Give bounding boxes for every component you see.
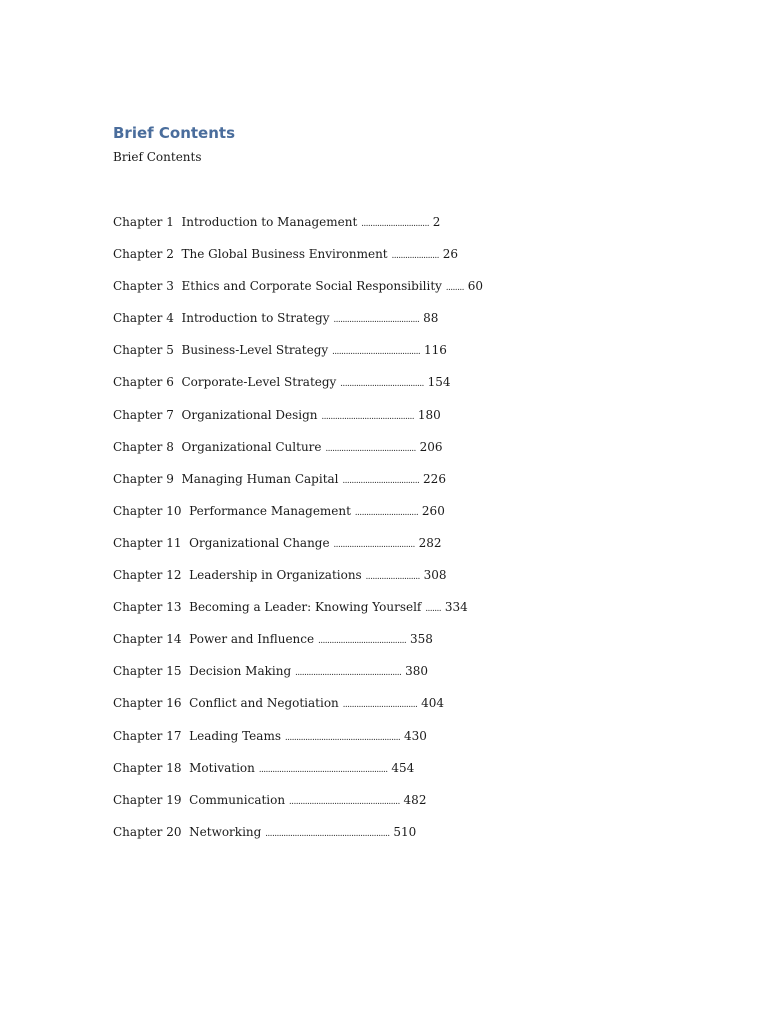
chapter-label: Chapter 20 <box>113 824 182 839</box>
chapter-label: Chapter 4 <box>113 311 174 326</box>
dot-leader: ........................ <box>365 572 420 583</box>
chapter-page: 334 <box>444 600 468 615</box>
chapter-label: Chapter 5 <box>113 343 174 358</box>
toc-entry[interactable] <box>113 406 483 438</box>
chapter-title: Organizational Culture <box>181 439 322 454</box>
chapter-label: Chapter 16 <box>113 696 182 711</box>
chapter-page: 510 <box>393 824 417 839</box>
chapter-label: Chapter 14 <box>113 632 182 647</box>
chapter-title: Decision Making <box>189 664 292 679</box>
toc-entry[interactable] <box>113 727 483 759</box>
chapter-label: Chapter 3 <box>113 279 174 294</box>
toc-entry[interactable] <box>113 630 483 662</box>
chapter-label: Chapter 19 <box>113 792 182 807</box>
dot-leader: ...................................... <box>333 315 420 326</box>
dot-leader: .................................... <box>333 539 415 550</box>
chapter-title: Communication <box>189 792 286 807</box>
chapter-label: Chapter 8 <box>113 439 174 454</box>
toc-entry[interactable] <box>113 566 483 598</box>
dot-leader: ............................................... <box>294 668 402 679</box>
dot-leader: ......................................... <box>321 411 415 422</box>
chapter-label: Chapter 18 <box>113 760 182 775</box>
toc-entry[interactable] <box>113 438 483 470</box>
chapter-label: Chapter 17 <box>113 728 182 743</box>
chapter-page: 2 <box>432 215 441 229</box>
toc-entry[interactable] <box>113 598 483 630</box>
chapter-label: Chapter 9 <box>113 471 174 486</box>
chapter-label: Chapter 1 <box>113 215 174 229</box>
chapter-title: Organizational Design <box>181 407 318 422</box>
dot-leader: ........................................ <box>325 443 416 454</box>
chapter-label: Chapter 6 <box>113 375 174 390</box>
dot-leader: ................................................. <box>288 796 400 807</box>
chapter-page: 380 <box>405 664 428 679</box>
toc-entry[interactable] <box>113 502 483 534</box>
dot-leader: ....................................... <box>332 347 421 358</box>
dot-leader: ....................................................... <box>265 828 390 839</box>
chapter-page: 226 <box>423 471 446 486</box>
chapter-page: 116 <box>424 343 447 358</box>
chapter-title: Ethics and Corporate Social Responsibility <box>181 279 442 294</box>
chapter-title: Managing Human Capital <box>181 471 339 486</box>
toc-entry[interactable] <box>113 791 483 823</box>
document-subheading: Brief Contents <box>113 150 202 164</box>
chapter-page: 358 <box>409 632 433 647</box>
toc-entry[interactable] <box>113 277 483 309</box>
chapter-title: Networking <box>189 824 262 839</box>
dot-leader: ..................... <box>391 251 439 262</box>
toc-entry[interactable] <box>113 759 483 791</box>
chapter-title: Performance Management <box>189 503 351 518</box>
chapter-label: Chapter 2 <box>113 247 174 262</box>
chapter-title: Introduction to Strategy <box>181 311 330 326</box>
chapter-page: 454 <box>391 760 415 775</box>
dot-leader: .................................. <box>342 475 420 486</box>
dot-leader: ............................ <box>354 507 419 518</box>
chapter-page: 404 <box>421 696 444 711</box>
chapter-title: Organizational Change <box>189 535 330 550</box>
toc-entry[interactable] <box>113 662 483 694</box>
toc-entry[interactable] <box>113 823 483 855</box>
chapter-title: Leading Teams <box>189 728 281 743</box>
chapter-page: 482 <box>403 792 427 807</box>
chapter-page: 154 <box>427 375 451 390</box>
chapter-page: 180 <box>417 407 441 422</box>
chapter-title: Power and Influence <box>189 632 315 647</box>
toc-entry[interactable] <box>113 213 483 245</box>
chapter-title: Business-Level Strategy <box>181 343 329 358</box>
chapter-label: Chapter 13 <box>113 600 182 615</box>
chapter-title: The Global Business Environment <box>181 247 388 262</box>
dot-leader: ........ <box>445 283 464 294</box>
table-of-contents <box>113 213 483 855</box>
dot-leader: ....................................... <box>317 636 407 647</box>
dot-leader: ..................................... <box>340 379 424 390</box>
dot-leader: ................................................... <box>284 732 401 743</box>
toc-entry[interactable] <box>113 470 483 502</box>
chapter-title: Becoming a Leader: Knowing Yourself <box>189 600 422 615</box>
chapter-page: 88 <box>423 311 439 326</box>
chapter-label: Chapter 11 <box>113 535 182 550</box>
chapter-page: 282 <box>418 535 442 550</box>
toc-entry[interactable] <box>113 309 483 341</box>
toc-entry[interactable] <box>113 245 483 277</box>
toc-entry[interactable] <box>113 341 483 373</box>
toc-entry[interactable] <box>113 534 483 566</box>
chapter-page: 206 <box>419 439 443 454</box>
document-heading: Brief Contents <box>113 124 236 142</box>
chapter-page: 60 <box>467 279 483 294</box>
chapter-title: Corporate-Level Strategy <box>181 375 337 390</box>
chapter-label: Chapter 12 <box>113 568 182 583</box>
chapter-page: 430 <box>403 728 427 743</box>
dot-leader: ....... <box>425 604 442 615</box>
chapter-label: Chapter 10 <box>113 503 182 518</box>
chapter-title: Motivation <box>189 760 255 775</box>
chapter-label: Chapter 7 <box>113 407 174 422</box>
chapter-page: 260 <box>421 503 445 518</box>
toc-entry[interactable] <box>113 373 483 405</box>
chapter-title: Introduction to Management <box>181 215 358 229</box>
chapter-title: Leadership in Organizations <box>189 568 362 583</box>
chapter-label: Chapter 15 <box>113 664 182 679</box>
dot-leader: ......................................................... <box>258 764 388 775</box>
toc-entry[interactable] <box>113 694 483 726</box>
dot-leader: .............................. <box>361 219 429 229</box>
chapter-title: Conflict and Negotiation <box>189 696 339 711</box>
chapter-page: 308 <box>423 568 447 583</box>
dot-leader: ................................. <box>342 700 418 711</box>
chapter-page: 26 <box>442 247 459 262</box>
